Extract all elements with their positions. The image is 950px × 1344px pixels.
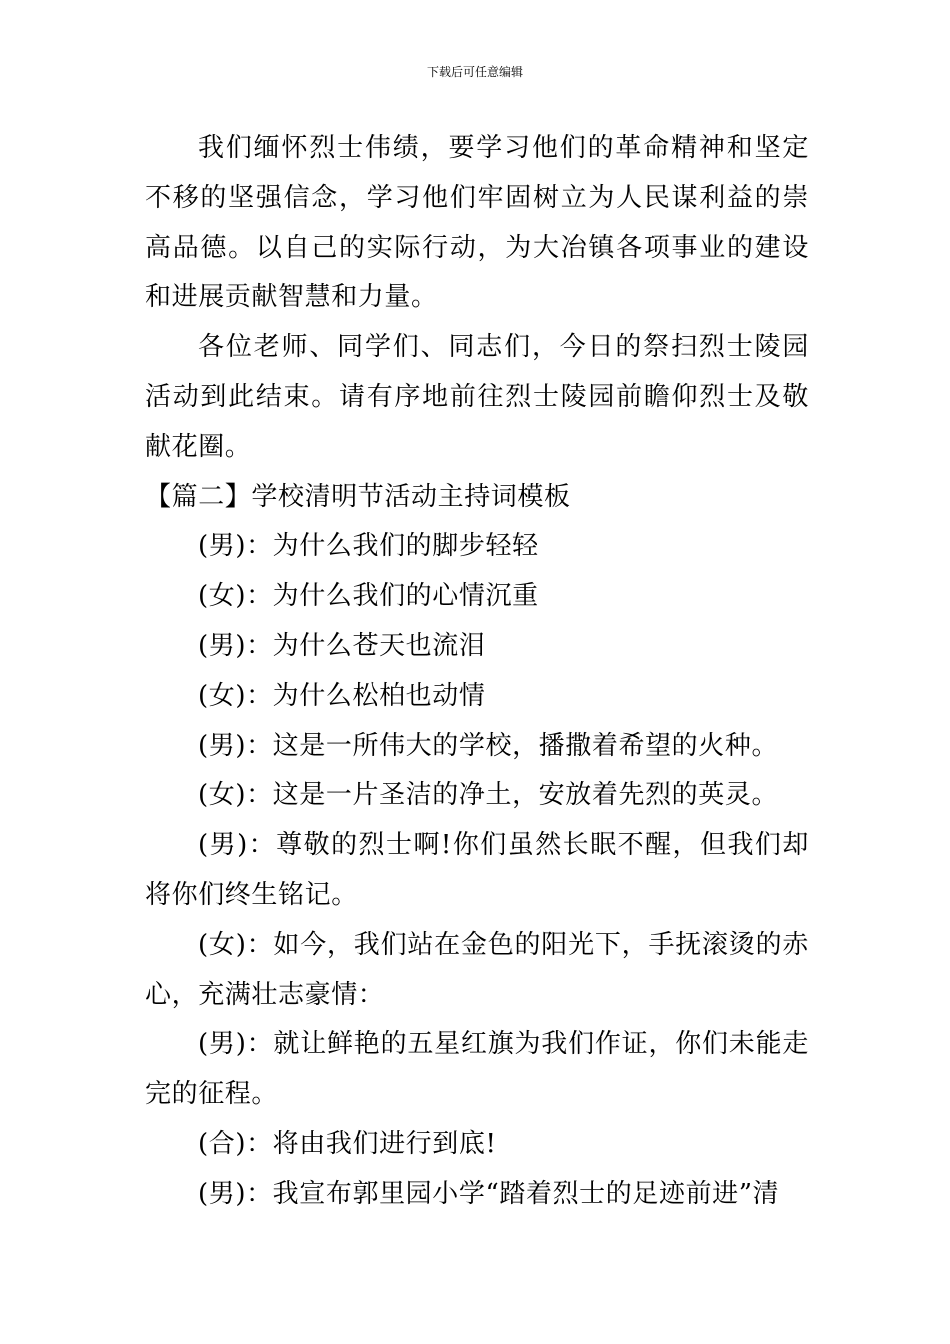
dialogue-line: (男)：为什么苍天也流泪 [198, 630, 486, 661]
dialogue-line: (女)：如今，我们站在金色的阳光下，手抚滚烫的赤心，充满壮志豪情： [145, 929, 809, 1010]
dialogue-line: (男)：我宣布郭里园小学“踏着烈士的足迹前进”清 [198, 1178, 780, 1209]
dialogue-line: (男)：为什么我们的脚步轻轻 [198, 531, 539, 562]
dialogue-line: (男)：这是一所伟大的学校，播撒着希望的火种。 [198, 730, 779, 761]
dialogue-line: (合)：将由我们进行到底! [198, 1128, 497, 1159]
section-heading: 【篇二】学校清明节活动主持词模板 [145, 481, 571, 512]
dialogue-line: (女)：这是一片圣洁的净土，安放着先烈的英灵。 [198, 780, 779, 811]
dialogue-line: (男)：尊敬的烈士啊!你们虽然长眠不醒，但我们却将你们终生铭记。 [145, 830, 809, 910]
paragraph-commemorate: 我们缅怀烈士伟绩，要学习他们的革命精神和坚定不移的坚强信念，学习他们牢固树立为人民谋利益的崇高品德。以自己的实际行动，为大冶镇各项事业的建设和进展贡献智慧和力量。 [145, 133, 809, 313]
dialogue-line: (男)：就让鲜艳的五星红旗为我们作证，你们未能走完的征程。 [145, 1029, 809, 1110]
dialogue-line: (女)：为什么我们的心情沉重 [198, 581, 539, 612]
document-body [145, 124, 809, 1220]
download-note: 下载后可任意编辑 [426, 65, 523, 79]
dialogue-line: (女)：为什么松柏也动情 [198, 680, 486, 711]
paragraph-closing: 各位老师、同学们、同志们，今日的祭扫烈士陵园活动到此结束。请有序地前往烈士陵园前瞻仰烈士及敬献花圈。 [145, 332, 809, 462]
